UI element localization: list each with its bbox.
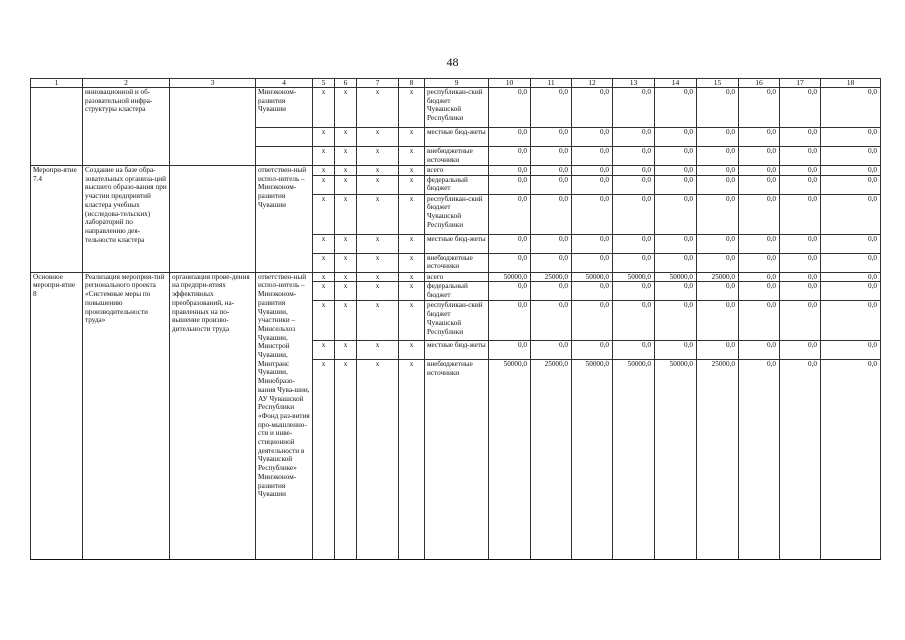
amount-cell: 0,0 [489,301,531,341]
amount-cell: 0,0 [697,253,739,272]
code-cell: х [357,166,399,176]
amount-cell: 0,0 [780,147,821,166]
code-cell: х [335,272,357,282]
code-cell: х [357,272,399,282]
amount-cell: 0,0 [572,341,613,360]
code-cell: х [313,282,335,301]
code-cell: х [335,88,357,128]
column-header: 11 [531,79,572,88]
amount-cell: 0,0 [739,282,780,301]
amount-cell: 0,0 [572,234,613,253]
funding-source-cell: федеральный бюджет [425,175,489,194]
amount-cell: 0,0 [697,341,739,360]
code-cell: х [313,234,335,253]
column-header: 6 [335,79,357,88]
code-cell: х [357,253,399,272]
amount-cell: 0,0 [780,301,821,341]
code-cell: х [335,282,357,301]
amount-cell: 0,0 [821,128,881,147]
amount-cell: 50000,0 [655,360,697,560]
amount-cell: 0,0 [655,194,697,234]
amount-cell: 50000,0 [572,272,613,282]
amount-cell: 0,0 [821,360,881,560]
amount-cell: 0,0 [821,88,881,128]
column-header: 18 [821,79,881,88]
amount-cell: 0,0 [489,175,531,194]
code-cell: х [313,194,335,234]
measure-goal-cell: организация прове-дения на предпри-ятиях эффективных преобразований, на-правленных на по-вышение произво-дительности труда [170,272,256,560]
amount-cell: 0,0 [531,253,572,272]
code-cell: х [313,301,335,341]
funding-source-cell: всего [425,166,489,176]
amount-cell: 0,0 [821,234,881,253]
amount-cell: 0,0 [739,360,780,560]
column-header: 1 [31,79,83,88]
code-cell: х [399,147,425,166]
amount-cell: 0,0 [739,301,780,341]
amount-cell: 0,0 [697,175,739,194]
amount-cell: 25000,0 [531,272,572,282]
code-cell: х [335,128,357,147]
column-header: 9 [425,79,489,88]
amount-cell: 0,0 [739,128,780,147]
amount-cell: 0,0 [655,301,697,341]
amount-cell: 0,0 [697,301,739,341]
amount-cell: 0,0 [739,194,780,234]
amount-cell: 0,0 [821,166,881,176]
code-cell: х [313,147,335,166]
code-cell: х [335,341,357,360]
amount-cell: 0,0 [613,301,655,341]
code-cell: х [313,88,335,128]
amount-cell: 0,0 [697,128,739,147]
code-cell: х [313,175,335,194]
column-header: 13 [613,79,655,88]
code-cell: х [357,301,399,341]
code-cell: х [313,272,335,282]
amount-cell: 0,0 [821,194,881,234]
code-cell: х [399,175,425,194]
code-cell: х [357,88,399,128]
amount-cell: 0,0 [613,147,655,166]
amount-cell: 0,0 [655,166,697,176]
amount-cell: 0,0 [489,147,531,166]
amount-cell: 0,0 [739,88,780,128]
amount-cell: 0,0 [655,147,697,166]
amount-cell: 25000,0 [697,272,739,282]
amount-cell: 0,0 [739,147,780,166]
amount-cell: 0,0 [655,88,697,128]
amount-cell: 0,0 [572,175,613,194]
code-cell: х [357,282,399,301]
amount-cell: 50000,0 [655,272,697,282]
column-number-row [31,79,881,88]
amount-cell: 0,0 [655,128,697,147]
code-cell: х [357,147,399,166]
amount-cell: 0,0 [697,234,739,253]
amount-cell: 0,0 [531,234,572,253]
amount-cell: 0,0 [489,166,531,176]
table-row [31,272,881,282]
code-cell: х [399,301,425,341]
measure-id-cell: Меропри-ятие 7.4 [31,166,83,273]
table-row [31,88,881,128]
code-cell: х [313,166,335,176]
funding-source-cell: всего [425,272,489,282]
column-header: 16 [739,79,780,88]
amount-cell: 0,0 [613,88,655,128]
amount-cell: 0,0 [531,175,572,194]
amount-cell: 0,0 [613,253,655,272]
amount-cell: 0,0 [821,272,881,282]
amount-cell: 0,0 [780,175,821,194]
amount-cell: 0,0 [613,128,655,147]
amount-cell: 0,0 [739,272,780,282]
amount-cell: 0,0 [531,341,572,360]
amount-cell: 0,0 [572,88,613,128]
code-cell: х [313,360,335,560]
amount-cell: 0,0 [821,253,881,272]
amount-cell: 0,0 [780,234,821,253]
amount-cell: 0,0 [697,147,739,166]
amount-cell: 0,0 [531,282,572,301]
measure-id-cell [31,88,83,166]
amount-cell: 0,0 [531,147,572,166]
amount-cell: 0,0 [780,360,821,560]
amount-cell: 0,0 [531,128,572,147]
amount-cell: 0,0 [821,341,881,360]
amount-cell: 0,0 [613,282,655,301]
funding-source-cell: местные бюд-жеты [425,128,489,147]
amount-cell: 50000,0 [613,272,655,282]
amount-cell: 0,0 [697,194,739,234]
column-header: 8 [399,79,425,88]
column-header: 5 [313,79,335,88]
amount-cell: 0,0 [572,253,613,272]
code-cell: х [399,166,425,176]
amount-cell: 0,0 [572,282,613,301]
amount-cell: 0,0 [572,194,613,234]
column-header: 10 [489,79,531,88]
amount-cell: 0,0 [780,253,821,272]
funding-source-cell: местные бюд-жеты [425,234,489,253]
budget-table [30,78,881,560]
code-cell: х [357,341,399,360]
responsible-cell [256,147,313,166]
responsible-cell: ответствен-ный испол-нитель – Минэконом-развития Чувашии [256,166,313,273]
amount-cell: 0,0 [531,166,572,176]
amount-cell: 0,0 [697,282,739,301]
code-cell: х [335,301,357,341]
amount-cell: 0,0 [739,234,780,253]
code-cell: х [335,166,357,176]
code-cell: х [399,341,425,360]
code-cell: х [357,360,399,560]
amount-cell: 50000,0 [613,360,655,560]
column-header: 7 [357,79,399,88]
code-cell: х [335,175,357,194]
funding-source-cell: внебюджетные источники [425,360,489,560]
measure-title-cell: инновационной и об-разовательной инфра-структуры кластера [83,88,170,166]
code-cell: х [357,175,399,194]
code-cell: х [357,128,399,147]
funding-source-cell: местные бюд-жеты [425,341,489,360]
amount-cell: 0,0 [489,88,531,128]
code-cell: х [313,128,335,147]
amount-cell: 0,0 [780,194,821,234]
code-cell: х [399,272,425,282]
table-row [31,166,881,176]
amount-cell: 0,0 [739,341,780,360]
amount-cell: 0,0 [613,341,655,360]
code-cell: х [357,234,399,253]
funding-source-cell: республикан-ский бюджет Чувашской Республики [425,301,489,341]
measure-goal-cell [170,166,256,273]
funding-source-cell: внебюджетные источники [425,147,489,166]
column-header: 12 [572,79,613,88]
amount-cell: 0,0 [489,253,531,272]
amount-cell: 0,0 [655,282,697,301]
amount-cell: 0,0 [780,166,821,176]
code-cell: х [357,194,399,234]
amount-cell: 0,0 [572,301,613,341]
column-header: 2 [83,79,170,88]
funding-source-cell: внебюджетные источники [425,253,489,272]
amount-cell: 0,0 [572,166,613,176]
amount-cell: 0,0 [780,282,821,301]
page-number: 48 [446,55,459,69]
amount-cell: 0,0 [572,147,613,166]
measure-goal-cell [170,88,256,166]
column-header: 17 [780,79,821,88]
amount-cell: 0,0 [780,272,821,282]
amount-cell: 50000,0 [572,360,613,560]
amount-cell: 0,0 [780,88,821,128]
amount-cell: 0,0 [489,194,531,234]
amount-cell: 0,0 [655,253,697,272]
responsible-cell: ответствен-ный испол-нитель – Минэконом-развития Чувашии, участники – Минсельхоз Чувашии, Минстрой Чувашии, Минтранс Чувашии, Минобразо-вания Чува-шии, АУ Чувашской Республики «Фонд раз-вития про-мышленно-сти и инве-стиционной деятельности в Чувашской Республике» Минэконом-развития Чувашии [256,272,313,560]
amount-cell: 0,0 [572,128,613,147]
code-cell: х [313,341,335,360]
funding-source-cell: федеральный бюджет [425,282,489,301]
amount-cell: 0,0 [655,234,697,253]
amount-cell: 0,0 [821,282,881,301]
amount-cell: 50000,0 [489,272,531,282]
code-cell: х [399,128,425,147]
measure-title-cell: Реализация мероприя-тий регионального проекта «Системные меры по повышению производительности труда» [83,272,170,560]
amount-cell: 0,0 [821,175,881,194]
amount-cell: 0,0 [489,128,531,147]
amount-cell: 0,0 [489,341,531,360]
measure-title-cell: Создание на базе обра-зовательных организа-ций высшего образо-вания при участии предприятий кластера учебных (исследова-тельских) лабораторий по направлению дея-тельности кластера [83,166,170,273]
amount-cell: 50000,0 [489,360,531,560]
responsible-cell: Минэконом-развития Чувашии [256,88,313,128]
amount-cell: 0,0 [739,253,780,272]
code-cell: х [335,194,357,234]
code-cell: х [399,234,425,253]
code-cell: х [399,360,425,560]
amount-cell: 0,0 [821,301,881,341]
amount-cell: 25000,0 [531,360,572,560]
amount-cell: 0,0 [613,194,655,234]
amount-cell: 0,0 [697,88,739,128]
amount-cell: 0,0 [697,166,739,176]
amount-cell: 0,0 [739,175,780,194]
amount-cell: 0,0 [613,166,655,176]
amount-cell: 0,0 [613,234,655,253]
amount-cell: 0,0 [655,341,697,360]
funding-source-cell: республикан-ский бюджет Чувашской Республики [425,194,489,234]
code-cell: х [399,194,425,234]
code-cell: х [335,253,357,272]
column-header: 15 [697,79,739,88]
amount-cell: 0,0 [821,147,881,166]
funding-source-cell: республикан-ский бюджет Чувашской Республики [425,88,489,128]
amount-cell: 0,0 [739,166,780,176]
code-cell: х [399,282,425,301]
code-cell: х [399,88,425,128]
amount-cell: 0,0 [489,282,531,301]
column-header: 4 [256,79,313,88]
code-cell: х [335,234,357,253]
amount-cell: 0,0 [780,128,821,147]
amount-cell: 25000,0 [697,360,739,560]
amount-cell: 0,0 [531,194,572,234]
code-cell: х [313,253,335,272]
measure-id-cell: Основное меропри-ятие 8 [31,272,83,560]
amount-cell: 0,0 [655,175,697,194]
column-header: 3 [170,79,256,88]
column-header: 14 [655,79,697,88]
responsible-cell [256,128,313,147]
amount-cell: 0,0 [780,341,821,360]
code-cell: х [335,147,357,166]
code-cell: х [335,360,357,560]
amount-cell: 0,0 [531,88,572,128]
amount-cell: 0,0 [613,175,655,194]
amount-cell: 0,0 [531,301,572,341]
code-cell: х [399,253,425,272]
amount-cell: 0,0 [489,234,531,253]
